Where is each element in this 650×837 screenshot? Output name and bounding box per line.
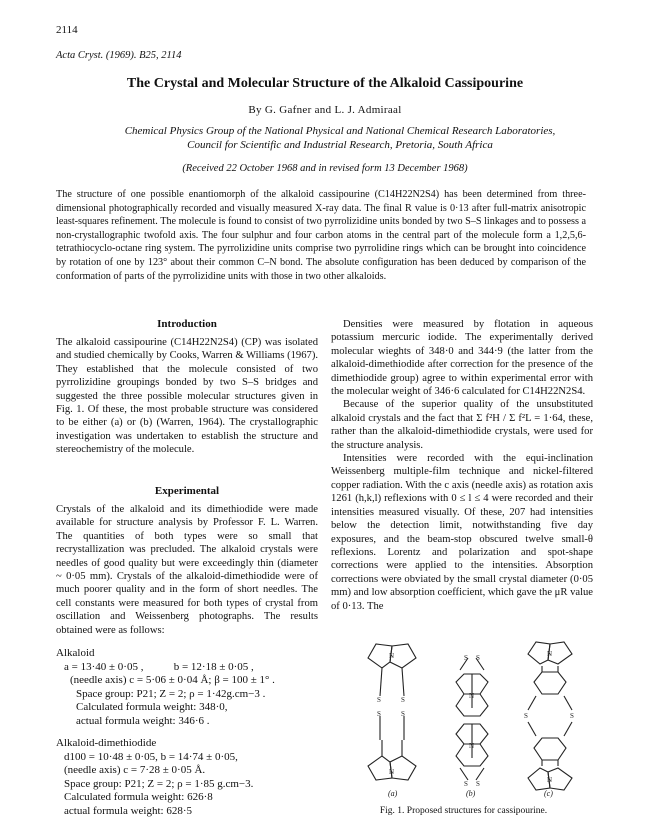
intensities-paragraph: Intensities were recorded with the equi-inclination Weissenberg multiple-film technique and nickel-filtered copper radiation. With the c axis (needle axis) as rotation axis 1261 (h,k,l) reflexions with 0 ≤ l ≤ 4 were recorded and their intensities measured visually. Of these, 207 had intensities below the detection limit, notwithstanding five day exposures, and the beam-stop obscured twelve small-θ reflexions. Lorentz and polarization and spot-shape corrections were applied to the intensities. Absorption corrections were obviated by the small crystal diameter (0·05 mm) and low absorption coefficient, which gave the μR value of 0·13. The: [331, 453, 594, 612]
structure-c: [524, 642, 574, 790]
affiliation: [60, 124, 620, 152]
paper-title: The Crystal and Molecular Structure of the Alkaloid Cassipourine: [126, 76, 524, 91]
alkaloid-line: (needle axis) c = 5·06 ± 0·04 Å; β = 100 ± 1° .: [70, 674, 275, 687]
quality-paragraph: Because of the superior quality of the unsubstituted alkaloid crystals and the fact that Σ f²H / Σ f²L = 1·64, these, rather than the alkaloid-dimethiodide crystals, were used for the structure analysis.: [331, 399, 593, 451]
figure-label-a: (a): [388, 789, 398, 798]
intro-heading: Introduction: [157, 318, 217, 330]
atom-s-label: S: [464, 654, 468, 662]
figure-label-c: (c): [544, 789, 553, 798]
alkaloid-line: Space group: P21; Z = 2; ρ = 1·42g.cm−3 .: [76, 687, 266, 700]
affiliation-line-2: Council for Scientific and Industrial Research, Pretoria, South Africa: [187, 139, 493, 151]
densities-paragraph: Densities were measured by flotation in aqueous potassium mercuric iodide. The experimentally derived molecular wieghts of 348·0 and 344·9 (the latter from the alkaloid-dimethiodide after correction for the presence of the dimethiodide group) agree to within experimental error with the molecular weight of 346·6 calculated for C14H22N2S4.: [331, 319, 593, 398]
affiliation-line-1: Chemical Physics Group of the National Physical and National Chemical Research Laboratories,: [124, 125, 556, 137]
authors: By G. Gafner and L. J. Admiraal: [248, 104, 402, 116]
experimental-section: [56, 485, 318, 637]
atom-s-label: S: [401, 696, 405, 704]
dimethiodide-line: (needle axis) c = 7·28 ± 0·05 Å.: [64, 764, 206, 777]
right-column: [331, 318, 593, 613]
dimethiodide-line: Space group: P21; Z = 2; ρ = 1·85 g.cm−3.: [64, 777, 254, 790]
received-date: (Received 22 October 1968 and in revised form 13 December 1968): [182, 163, 468, 174]
atom-n-label: N: [547, 650, 553, 658]
atom-s-label: S: [570, 712, 574, 720]
alkaloid-line: a = 13·40 ± 0·05 , b = 12·18 ± 0·05 ,: [64, 660, 254, 673]
atom-n-label: N: [469, 692, 475, 700]
atom-s-label: S: [401, 710, 405, 718]
atom-s-label: S: [377, 696, 381, 704]
alkaloid-line: Calculated formula weight: 348·0,: [76, 701, 228, 714]
dimethiodide-line: d100 = 10·48 ± 0·05, b = 14·74 ± 0·05,: [64, 750, 238, 763]
citation: Acta Cryst. (1969). B25, 2114: [56, 50, 182, 61]
experimental-heading: Experimental: [154, 485, 220, 497]
alkaloid-label: Alkaloid: [56, 647, 95, 659]
atom-s-label: S: [464, 780, 468, 788]
atom-n-label: N: [389, 652, 395, 660]
alkaloid-line: actual formula weight: 346·6 .: [76, 714, 210, 727]
atom-s-label: S: [524, 712, 528, 720]
structure-a: [368, 644, 416, 780]
figure-caption: Fig. 1. Proposed structures for cassipourine.: [379, 806, 548, 816]
dimethiodide-line: actual formula weight: 628·5: [64, 804, 192, 817]
alkaloid-data: [56, 647, 336, 729]
dimethiodide-line: Calculated formula weight: 626·8: [64, 791, 213, 804]
atom-n-label: N: [547, 776, 553, 784]
figure-label-b: (b): [466, 789, 476, 798]
intro-text: The alkaloid cassipourine (C14H22N2S4) (CP) was isolated and studied chemically by Cooks, Warren & Williams (1967). They established that the molecule consisted of two pyrrolizidine groupings bonded by two S–S bridges and suggested the three possible molecular structures given in Fig. 1. Of these, the most probable structure was considered to be either (a) or (b) (Warren, 1964). The crystallographic investigation was undertaken to establish the structure and stereochemistry of the molecule.: [56, 337, 318, 456]
atom-s-label: S: [476, 780, 480, 788]
dimethiodide-data: [56, 737, 336, 819]
atom-n-label: N: [469, 742, 475, 750]
atom-s-label: S: [476, 654, 480, 662]
abstract: The structure of one possible enantiomorph of the alkaloid cassipourine (C14H22N2S4) has been determined from three-dimensional photographically recorded and visually measured X-ray data. The final R value is 0·13 after full-matrix anisotropic least-squares refinement. The molecule is found to consist of two pyrrolizidine units bonded by two S–S linkages and to possess a non-crystallographic twofold axis. The four sulphur and four carbon atoms in the central part of the molecule form a 1,2,5,6-tetrathiocyclo-octane ring system. The pyrrolizidine units comprise two pyrrolidine rings which can be brought into coincidence by rotation of one by 123° about their common C–N bond. The absolute configuration has been deduced by comparison of the conformation of parts of the pyrrolizidine units with those in two other alkaloids.: [56, 189, 586, 282]
structure-b: [456, 654, 488, 788]
atom-s-label: S: [377, 710, 381, 718]
atom-n-label: N: [389, 768, 395, 776]
dimethiodide-label: Alkaloid-dimethiodide: [56, 737, 157, 749]
experimental-text: Crystals of the alkaloid and its dimethiodide were made available for structure analysis by Professor F. L. Warren. The quantities of both types were so small that recrystallization was precluded. The alkaloid crystals were needles of good quality but were exceedingly thin (diameter ~ 0·05 mm). Crystals of the alkaloid-dimethiodide were of much poorer quality and in the form of short needles. The cell constants were measured for both types of crystal from oscillation and Weissenberg photographs. The results obtained were as follows:: [56, 504, 318, 636]
structures-figure: [352, 636, 592, 800]
page-number: 2114: [56, 24, 78, 36]
intro-section: [56, 318, 318, 457]
